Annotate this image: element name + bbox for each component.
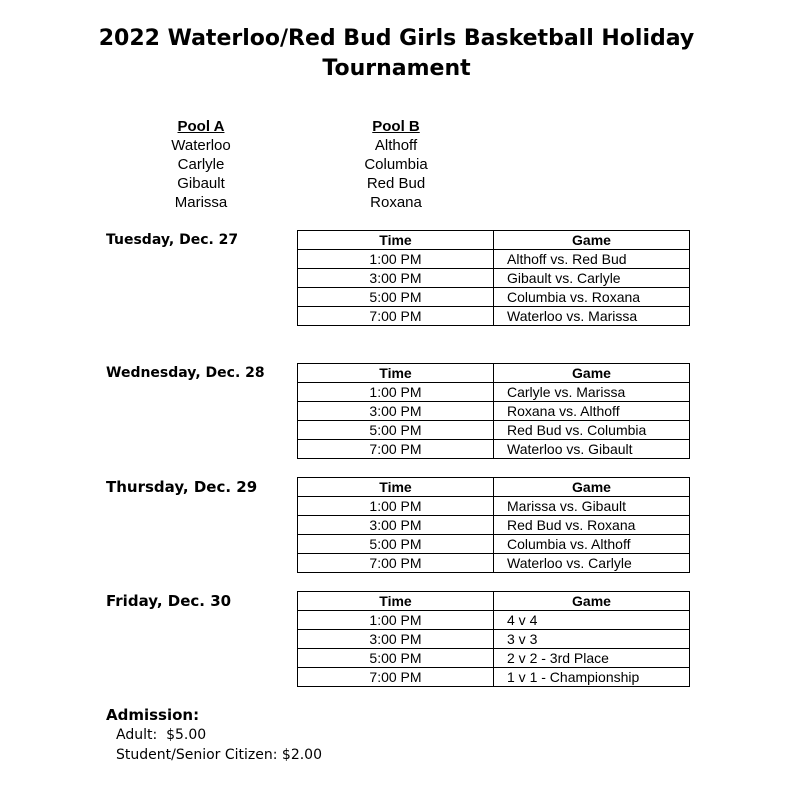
pool-b-team: Roxana (370, 194, 422, 211)
table-header-row (298, 592, 690, 611)
title-line-2: Tournament (322, 56, 471, 81)
game-time: 5:00 PM (298, 288, 494, 307)
time-column-header: Time (298, 231, 494, 250)
game-time: 1:00 PM (298, 250, 494, 269)
game-matchup: Roxana vs. Althoff (494, 402, 690, 421)
admission-section (106, 705, 322, 765)
game-column-header: Game (494, 592, 690, 611)
game-matchup: Red Bud vs. Roxana (494, 516, 690, 535)
pool-a-team: Marissa (174, 194, 228, 211)
table-row (298, 440, 690, 459)
table-row (298, 611, 690, 630)
game-time: 5:00 PM (298, 535, 494, 554)
game-matchup: Waterloo vs. Marissa (494, 307, 690, 326)
pool-a-team: Gibault (177, 175, 225, 192)
game-matchup: Columbia vs. Althoff (494, 535, 690, 554)
pool-b-team: Columbia (364, 156, 428, 173)
pool-a-team: Carlyle (177, 156, 225, 173)
game-time: 5:00 PM (298, 421, 494, 440)
time-column-header: Time (298, 364, 494, 383)
game-time: 7:00 PM (298, 440, 494, 459)
game-time: 3:00 PM (298, 516, 494, 535)
game-matchup: Waterloo vs. Carlyle (494, 554, 690, 573)
time-column-header: Time (298, 478, 494, 497)
table-row (298, 668, 690, 687)
table-row (298, 421, 690, 440)
game-time: 3:00 PM (298, 269, 494, 288)
game-time: 1:00 PM (298, 383, 494, 402)
pool-b (316, 117, 476, 212)
table-row (298, 383, 690, 402)
game-matchup: 3 v 3 (494, 630, 690, 649)
admission-adult-price: Adult: $5.00 (116, 727, 207, 743)
table-row (298, 307, 690, 326)
table-header-row (298, 364, 690, 383)
game-matchup: Marissa vs. Gibault (494, 497, 690, 516)
table-row (298, 402, 690, 421)
time-column-header: Time (298, 592, 494, 611)
title-line-1: 2022 Waterloo/Red Bud Girls Basketball Holiday (98, 26, 695, 51)
table-row (298, 497, 690, 516)
game-time: 1:00 PM (298, 611, 494, 630)
table-row (298, 250, 690, 269)
pool-a-team: Waterloo (171, 137, 231, 154)
page-title (0, 24, 793, 84)
game-time: 7:00 PM (298, 554, 494, 573)
table-row (298, 630, 690, 649)
table-row (298, 535, 690, 554)
admission-heading: Admission: (106, 706, 200, 724)
schedule-table-tuesday (297, 230, 690, 326)
game-time: 1:00 PM (298, 497, 494, 516)
schedule-table-friday (297, 591, 690, 687)
day-label-friday: Friday, Dec. 30 (106, 592, 232, 610)
game-time: 7:00 PM (298, 668, 494, 687)
game-matchup: Waterloo vs. Gibault (494, 440, 690, 459)
game-matchup: Red Bud vs. Columbia (494, 421, 690, 440)
table-header-row (298, 231, 690, 250)
game-matchup: 4 v 4 (494, 611, 690, 630)
table-row (298, 649, 690, 668)
pool-a-heading: Pool A (177, 118, 225, 135)
pool-b-team: Althoff (374, 137, 418, 154)
schedule-table-wednesday (297, 363, 690, 459)
table-row (298, 288, 690, 307)
day-label-thursday: Thursday, Dec. 29 (106, 478, 258, 496)
game-matchup: 2 v 2 - 3rd Place (494, 649, 690, 668)
game-matchup: Columbia vs. Roxana (494, 288, 690, 307)
schedule-table-thursday (297, 477, 690, 573)
game-column-header: Game (494, 364, 690, 383)
game-column-header: Game (494, 478, 690, 497)
table-row (298, 554, 690, 573)
table-row (298, 516, 690, 535)
day-label-wednesday: Wednesday, Dec. 28 (106, 365, 265, 381)
pool-b-team: Red Bud (366, 175, 426, 192)
day-label-tuesday: Tuesday, Dec. 27 (106, 232, 239, 248)
game-matchup: Gibault vs. Carlyle (494, 269, 690, 288)
game-time: 3:00 PM (298, 402, 494, 421)
game-column-header: Game (494, 231, 690, 250)
table-header-row (298, 478, 690, 497)
game-time: 7:00 PM (298, 307, 494, 326)
game-matchup: Althoff vs. Red Bud (494, 250, 690, 269)
game-time: 3:00 PM (298, 630, 494, 649)
game-matchup: Carlyle vs. Marissa (494, 383, 690, 402)
pool-a (121, 117, 281, 212)
pool-b-heading: Pool B (372, 118, 420, 135)
game-time: 5:00 PM (298, 649, 494, 668)
table-row (298, 269, 690, 288)
admission-student-senior-price: Student/Senior Citizen: $2.00 (116, 747, 322, 763)
game-matchup: 1 v 1 - Championship (494, 668, 690, 687)
